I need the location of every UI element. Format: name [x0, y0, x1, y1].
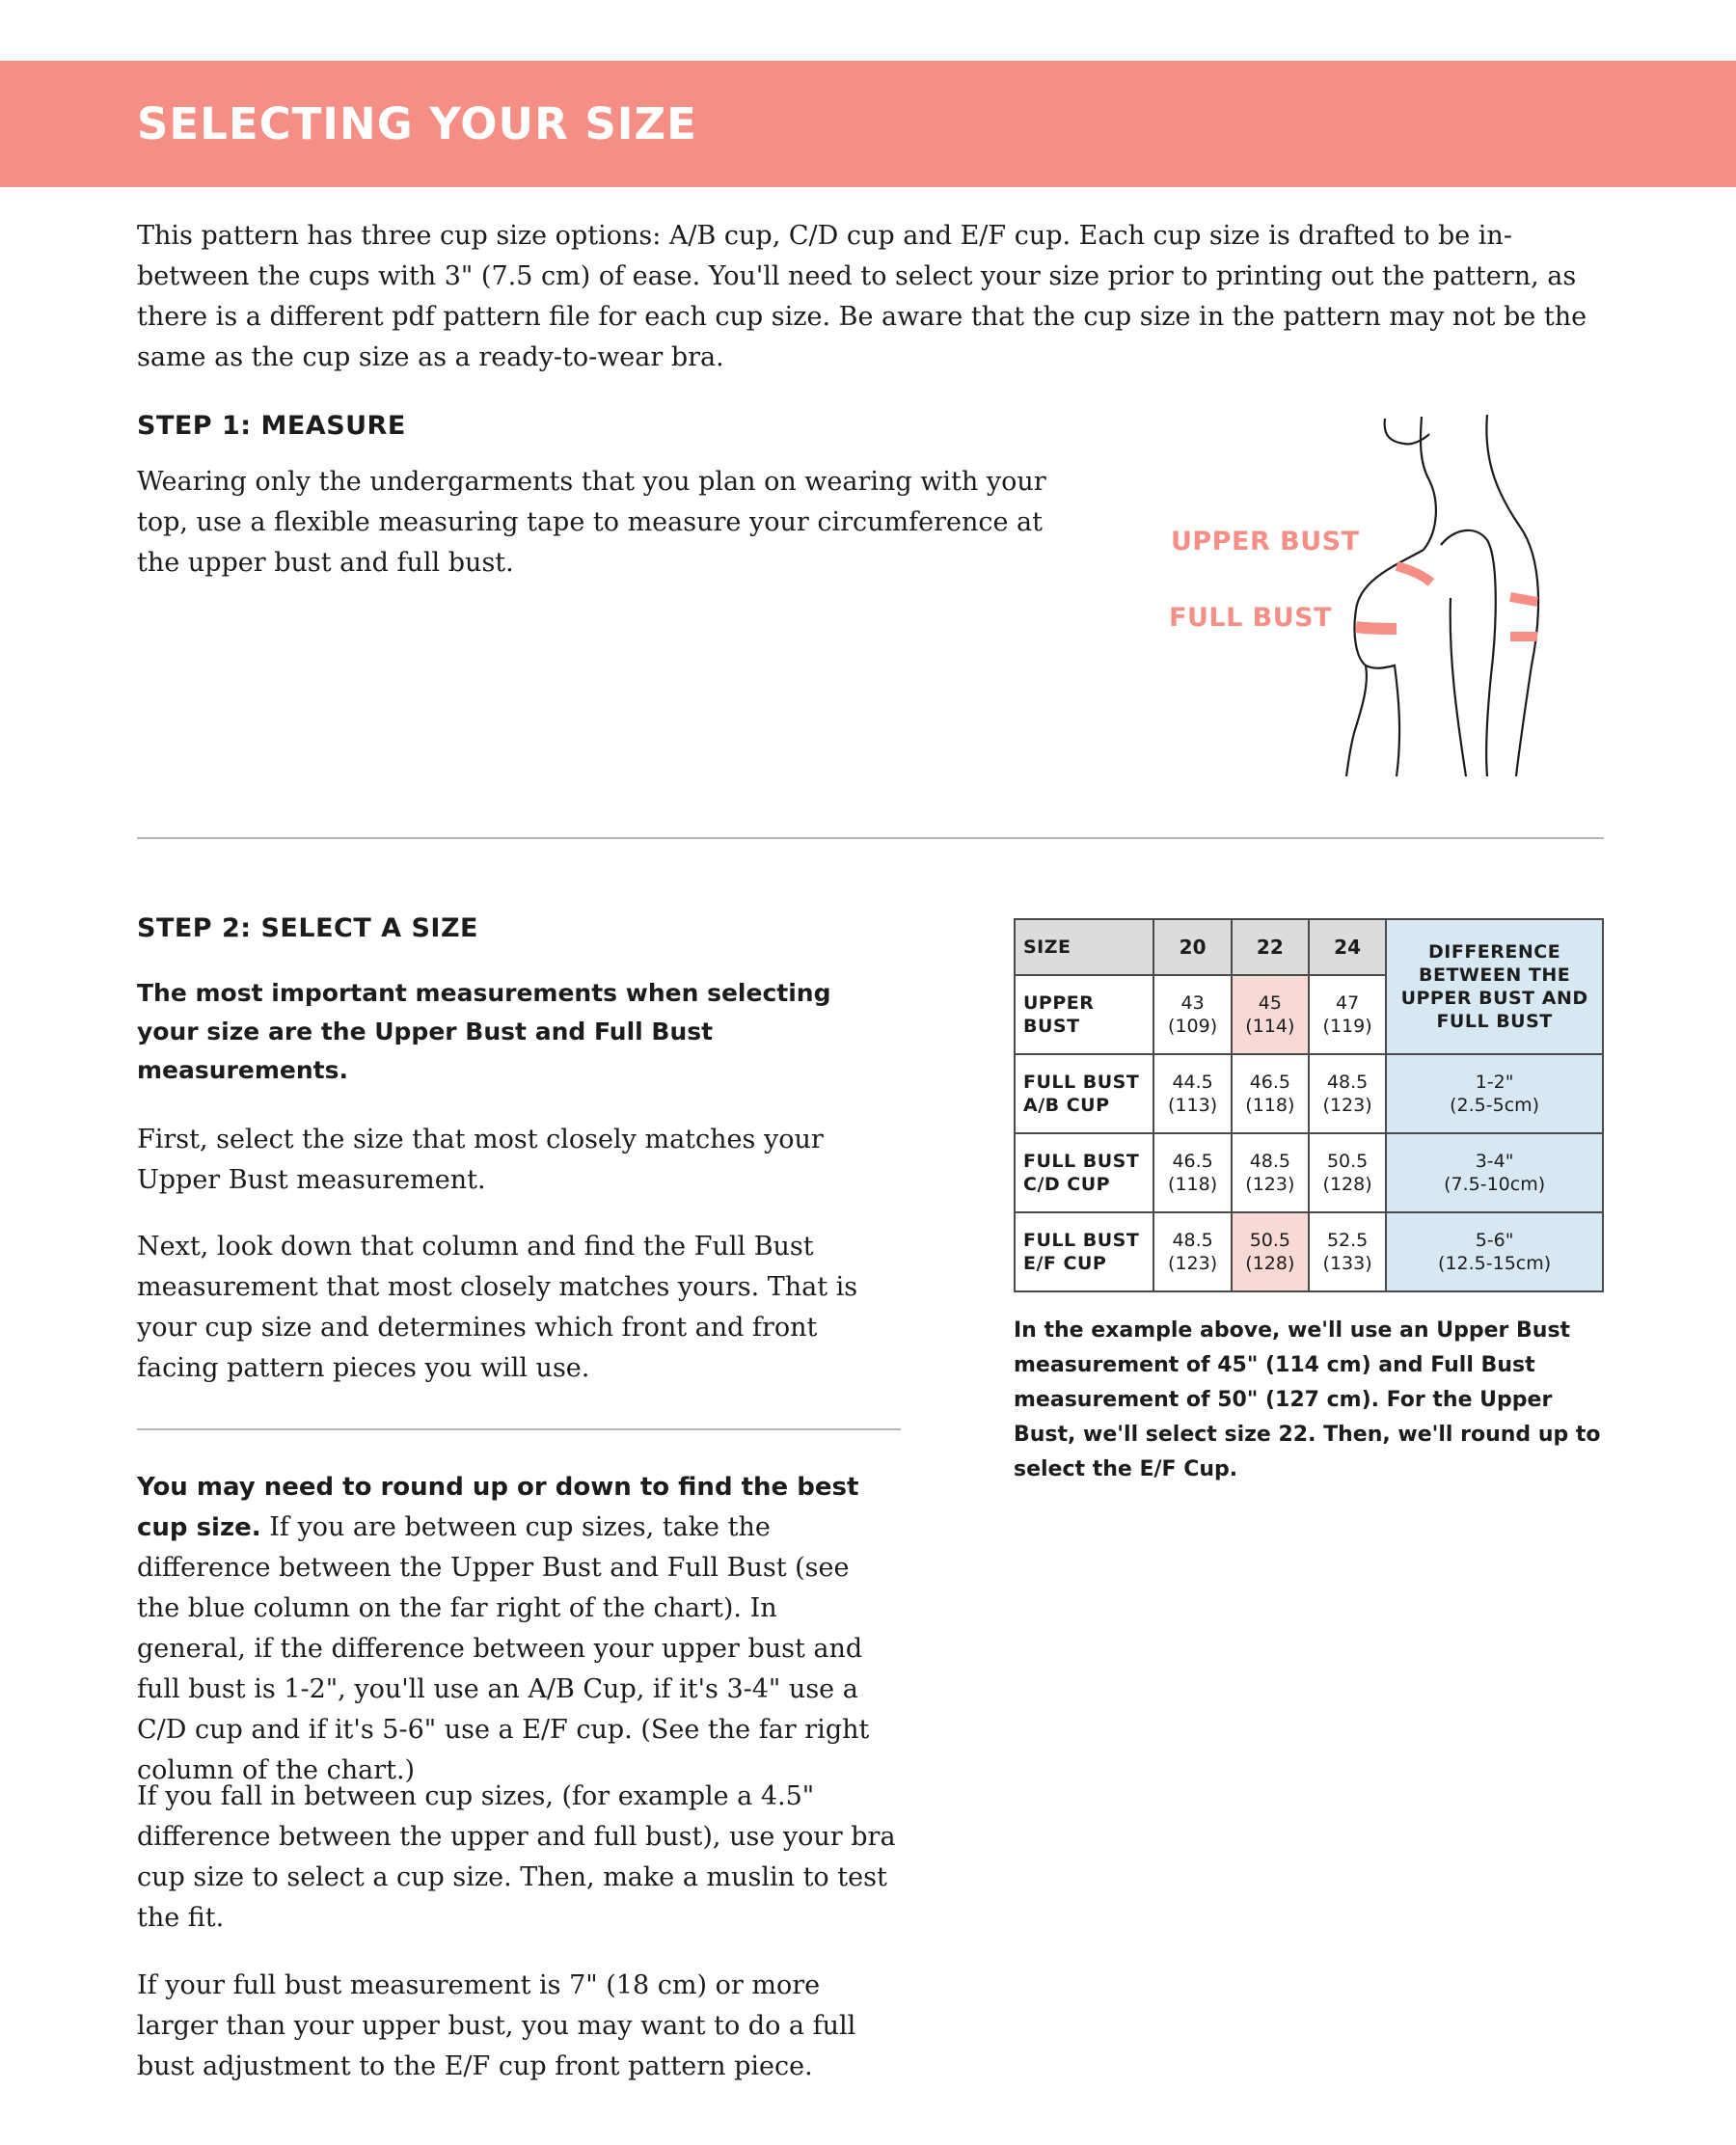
table-cell: 48.5 (123): [1153, 1212, 1231, 1291]
body-silhouette-illustration: [1331, 405, 1562, 781]
table-cell: 50.5 (128): [1309, 1133, 1386, 1212]
example-caption: In the example above, we'll use an Upper Bust measurement of 45" (114 cm) and Full Bust measurement of 50" (127 cm). For the Upper Bust, we'll select size 22. Then, we'll round up to select the E/F Cup.: [1014, 1318, 1601, 1481]
highlighted-cell: 50.5 (128): [1232, 1212, 1309, 1291]
difference-cell: 1-2" (2.5-5cm): [1386, 1054, 1603, 1133]
round-paragraph: [137, 1467, 889, 1791]
table-cell: 48.5 (123): [1309, 1054, 1386, 1133]
table-row: [1015, 1133, 1603, 1212]
difference-cell: 3-4" (7.5-10cm): [1386, 1133, 1603, 1212]
title-banner: [0, 61, 1736, 187]
step1-heading: STEP 1: MEASURE: [137, 411, 406, 441]
table-cell: 52.5 (133): [1309, 1212, 1386, 1291]
table-cell: 46.5 (118): [1232, 1054, 1309, 1133]
page-title: SELECTING YOUR SIZE: [137, 98, 697, 149]
table-cell: 43 (109): [1153, 975, 1231, 1054]
size-24-header: 24: [1309, 919, 1386, 975]
size-22-header: 22: [1232, 919, 1309, 975]
intro-paragraph: This pattern has three cup size options: A/B cup, C/D cup and E/F cup. Each cup size is drafted to be in-between the cups with 3" (7.5 cm) of ease. You'll need to select your size prior to printing out the pattern, as there is a different pdf pattern file for each cup size. Be aware that the cup size in the pattern may not be the same as the cup size as a ready-to-wear bra.: [137, 221, 1587, 372]
step1-text: Wearing only the undergarments that you plan on wearing with your top, use a flexible measuring tape to measure your circumference at the upper bust and full bust.: [137, 467, 1046, 578]
highlighted-cell: 45 (114): [1232, 975, 1309, 1054]
table-header-row: [1015, 919, 1603, 975]
size-chart-table: [1014, 918, 1604, 1292]
row-label: FULL BUST A/B CUP: [1015, 1054, 1153, 1133]
step2-para4: If your full bust measurement is 7" (18 cm) or more larger than your upper bust, you may want to do a full bust adjustment to the E/F cup front pattern piece.: [137, 1970, 856, 2081]
row-label: FULL BUST E/F CUP: [1015, 1212, 1153, 1291]
round-text: If you are between cup sizes, take the difference between the Upper Bust and Full Bust (see the blue column on the far right of the chart). In general, if the difference between your upper bust and full bust is 1-2", you'll use an A/B Cup, if it's 3-4" use a C/D cup and if it's 5-6" use a E/F cup. (See the far right column of the chart.): [137, 1512, 870, 1785]
section-divider: [137, 837, 1604, 839]
table-cell: 48.5 (123): [1232, 1133, 1309, 1212]
difference-cell: 5-6" (12.5-15cm): [1386, 1212, 1603, 1291]
step2-para2: Next, look down that column and find the Full Bust measurement that most closely matches yours. That is your cup size and determines which front and front facing pattern pieces you will use.: [137, 1232, 858, 1383]
table-cell: 47 (119): [1309, 975, 1386, 1054]
full-bust-label: FULL BUST: [1169, 603, 1333, 633]
size-header: SIZE: [1015, 919, 1153, 975]
size-20-header: 20: [1153, 919, 1231, 975]
step2-heading: STEP 2: SELECT A SIZE: [137, 913, 478, 943]
step2-bold-intro: The most important measurements when selecting your size are the Upper Bust and Full Bust measurements.: [137, 979, 831, 1084]
round-bold-lead: You may need to round up or down to find the best cup size.: [137, 1473, 859, 1542]
table-row: [1015, 1212, 1603, 1291]
table-cell: 44.5 (113): [1153, 1054, 1231, 1133]
row-label: UPPER BUST: [1015, 975, 1153, 1054]
step2-para3: If you fall in between cup sizes, (for example a 4.5" difference between the upper and full bust), use your bra cup size to select a cup size. Then, make a muslin to test the fit.: [137, 1781, 896, 1933]
difference-header: DIFFERENCE BETWEEN THE UPPER BUST AND FULL BUST: [1386, 919, 1603, 1054]
table-cell: 46.5 (118): [1153, 1133, 1231, 1212]
step2-para1: First, select the size that most closely matches your Upper Bust measurement.: [137, 1125, 824, 1195]
row-label: FULL BUST C/D CUP: [1015, 1133, 1153, 1212]
table-row: [1015, 1054, 1603, 1133]
upper-bust-label: UPPER BUST: [1171, 527, 1360, 557]
step2-divider: [137, 1428, 901, 1430]
